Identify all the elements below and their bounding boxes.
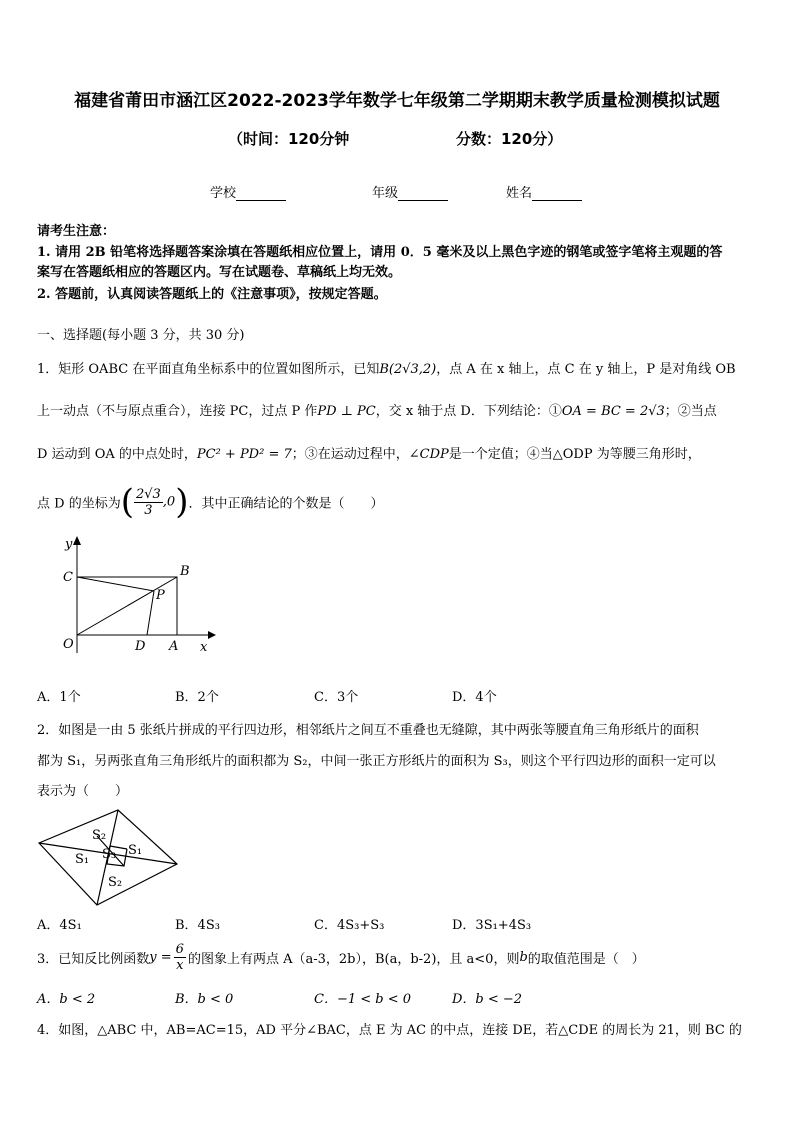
notice-heading: 请考生注意：: [37, 224, 116, 239]
q2-option-c[interactable]: C．4S₃+S₃: [314, 918, 385, 933]
page-title: 福建省莆田市涵江区2022-2023学年数学七年级第二学期期末教学质量检测模拟试题: [74, 91, 720, 111]
name-blank[interactable]: [532, 188, 582, 201]
fig2-label-s2-top: S₂: [92, 828, 107, 843]
section-heading: 一、选择题(每小题 3 分，共 30 分): [37, 328, 245, 343]
q2-option-b[interactable]: B．4S₃: [175, 918, 220, 933]
grade-blank[interactable]: [398, 188, 448, 201]
q3-option-a[interactable]: A．b < 2: [37, 992, 96, 1007]
notice-item-2: 2. 答题前，认真阅读答题纸上的《注意事项》，按规定答题。: [37, 287, 387, 302]
q1-figure: [36, 535, 216, 655]
q3-option-d[interactable]: D．b < −2: [452, 992, 523, 1007]
exam-score: 分数：120分）: [456, 130, 563, 148]
fig1-label-c: C: [63, 570, 73, 585]
school-label: 学校: [210, 186, 237, 201]
school-blank[interactable]: [236, 188, 286, 201]
school-field[interactable]: [210, 182, 286, 201]
q1-line-2: 上一动点（不与原点重合），连接 PC，过点 P 作PD ⊥ PC，交 x 轴于点 D．下列结论：①OA = BC = 2√3；②当点: [37, 404, 717, 419]
q2-figure: [36, 806, 184, 910]
fig1-label-p: P: [156, 588, 165, 603]
fig1-label-x: x: [200, 640, 208, 655]
q3-option-b[interactable]: B．b < 0: [175, 992, 234, 1007]
name-field[interactable]: [506, 182, 582, 201]
q2-line-1: 2．如图是一由 5 张纸片拼成的平行四边形，相邻纸片之间互不重叠也无缝隙，其中两张等腰直角三角形纸片的面积: [37, 723, 699, 738]
q1-option-b[interactable]: B．2个: [175, 690, 219, 705]
q1-line-3: D 运动到 OA 的中点处时，PC² + PD² = 7；③在运动过程中，∠CDP是一个定值；④当△ODP 为等腰三角形时，: [37, 447, 701, 462]
q1-line-4: 点 D 的坐标为( $\frac{2√3}{3}$ ,0)．其中正确结论的个数是（ ）: [37, 482, 384, 522]
exam-time: （时间：120分钟: [228, 130, 350, 148]
q4-line-1: 4．如图，△ABC 中，AB=AC=15，AD 平分∠BAC，点 E 为 AC 的中点，连接 DE，若△CDE 的周长为 21，则 BC 的: [37, 1023, 742, 1038]
q2-line-2: 都为 S₁，另两张直角三角形纸片的面积都为 S₂，中间一张正方形纸片的面积为 S₃，则这个平行四边形的面积一定可以: [37, 754, 716, 769]
q3-line: 3．已知反比例函数y = $\frac{6}{x}$ 的图象上有两点 A（a-3，2b），B(a，b-2)，且 a<0，则b的取值范围是（ ）: [37, 942, 645, 973]
fig2-label-s2-bottom: S₂: [108, 875, 123, 890]
fig1-label-d: D: [135, 639, 146, 654]
q1-option-c[interactable]: C．3个: [314, 690, 359, 705]
fig1-label-y: y: [65, 537, 73, 552]
grade-field[interactable]: [372, 182, 448, 201]
fig1-label-a: A: [169, 639, 179, 654]
fig2-label-s1-left: S₁: [75, 852, 90, 867]
fig1-label-b: B: [180, 564, 190, 579]
q2-option-a[interactable]: A．4S₁: [37, 918, 82, 933]
q1-option-d[interactable]: D．4个: [452, 690, 497, 705]
q3-option-c[interactable]: C．−1 < b < 0: [314, 992, 412, 1007]
fig2-label-s3: S₃: [102, 847, 117, 862]
fig1-label-o: O: [63, 637, 74, 652]
q1-point-b: B(2√3,2): [379, 362, 437, 377]
fig2-label-s1-right: S₁: [128, 843, 143, 858]
q2-line-3: 表示为（ ）: [37, 784, 129, 799]
q1-line-1: 1．矩形 OABC 在平面直角坐标系中的位置如图所示，已知B(2√3,2)，点 A 在 x 轴上，点 C 在 y 轴上，P 是对角线 OB: [37, 362, 736, 377]
grade-label: 年级: [372, 186, 399, 201]
notice-item-1-cont: 案写在答题纸相应的答题区内。写在试题卷、草稿纸上均无效。: [37, 265, 402, 280]
q2-option-d[interactable]: D．3S₁+4S₃: [452, 918, 532, 933]
notice-item-1: 1. 请用 2B 铅笔将选择题答案涂填在答题纸相应位置上，请用 0．5 毫米及以上黑色字迹的钢笔或签字笔将主观题的答: [37, 245, 723, 260]
name-label: 姓名: [506, 186, 533, 201]
q1-option-a[interactable]: A．1个: [37, 690, 81, 705]
